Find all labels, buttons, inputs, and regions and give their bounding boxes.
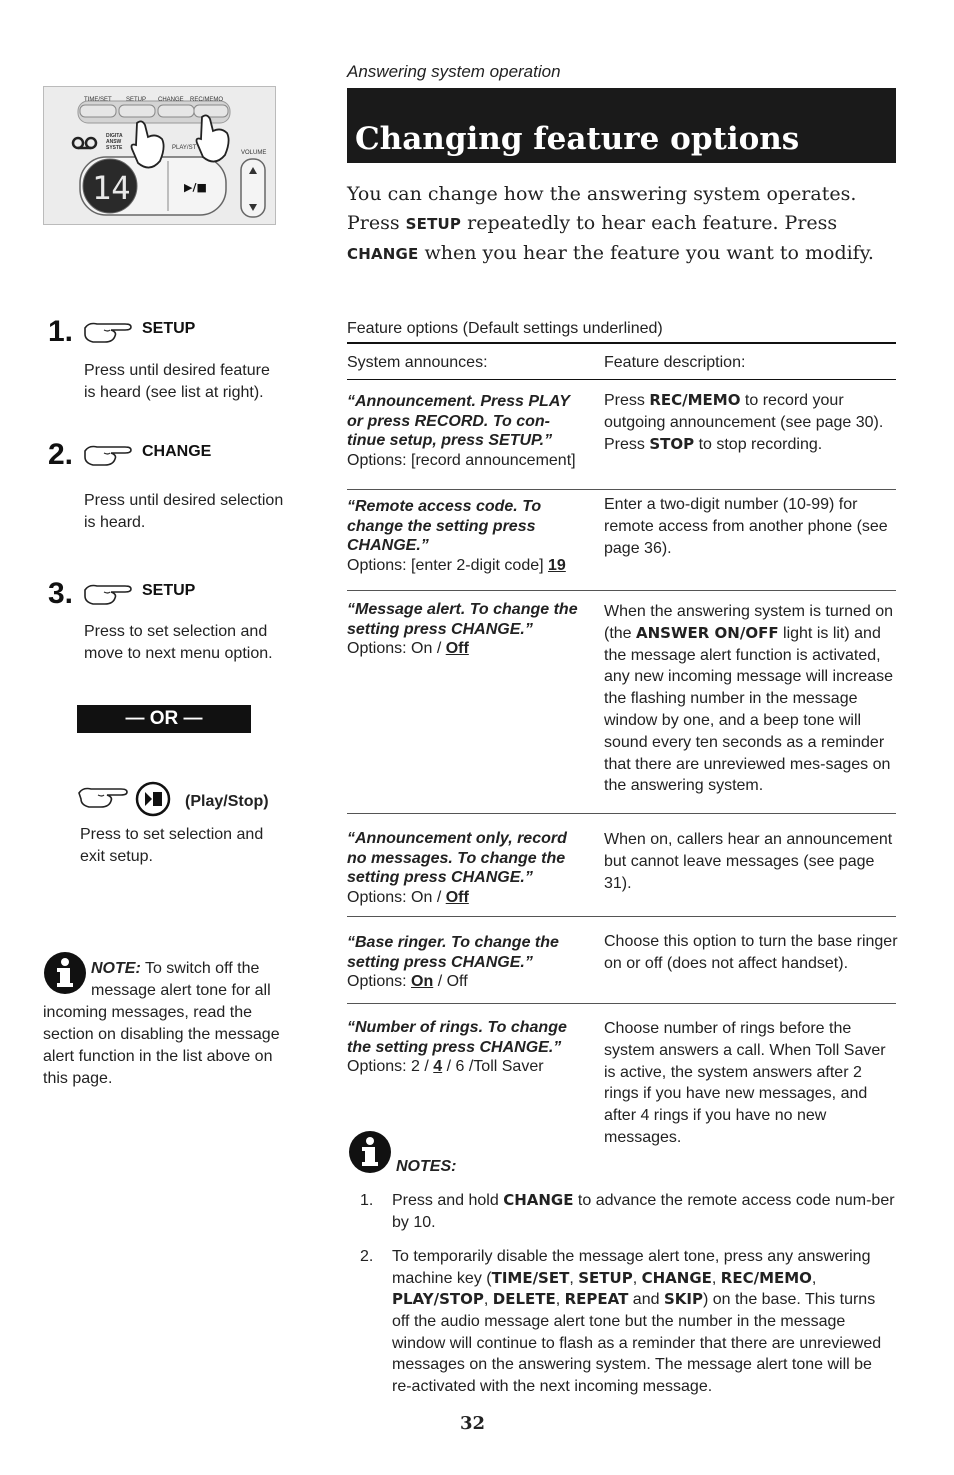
device-illustration [43, 86, 276, 225]
options-suffix: / 6 /Toll Saver [442, 1058, 544, 1075]
device-display: 14 [92, 169, 131, 207]
options-default: 4 [433, 1058, 443, 1075]
step-description: Press until desired selection is heard. [84, 492, 284, 531]
note-text: , [811, 1269, 817, 1287]
notes-heading: NOTES: [396, 1158, 457, 1175]
device-button-label: CHANGE [158, 97, 184, 103]
intro-paragraph [347, 180, 907, 269]
device-button-label: REC/MEMO [190, 97, 223, 103]
note-key: TIME/SET [491, 1268, 570, 1287]
note-key: REPEAT [564, 1290, 629, 1309]
note-left [43, 958, 283, 1090]
announcement-cell [347, 392, 587, 470]
description-cell [604, 1018, 899, 1149]
note-number: 1. [360, 1192, 374, 1209]
options-suffix: / Off [433, 973, 468, 990]
options-text [347, 888, 587, 908]
announcement-cell [347, 829, 587, 907]
or-divider: — OR — [77, 705, 251, 733]
step-number: 1. [48, 315, 74, 348]
options-text [347, 1057, 587, 1077]
device-button-label: SETUP [126, 97, 147, 103]
table-row [347, 1004, 896, 1146]
desc-text: When on, callers hear an announcement but cannot leave messages (see page 31). [604, 831, 893, 892]
step-key-setup: SETUP [142, 582, 196, 599]
device-brand: SYSTE [106, 145, 123, 151]
desc-text: Press [604, 392, 650, 409]
feature-table [347, 342, 898, 1146]
step-key-setup: SETUP [142, 320, 196, 337]
desc-text: to stop recording. [694, 435, 823, 453]
step-description: Press until desired feature is heard (see list at right). [84, 362, 270, 401]
options-prefix: Options: 2 / [347, 1058, 434, 1075]
desc-text: light is lit) and the message alert function is activated, any new incoming message will increase the flashing number in the message window by one, and a beep tone will sound every ten seconds as a reminder that there are unreviewed mes-sages on the answering system. [604, 624, 894, 795]
note-text: , [632, 1269, 642, 1287]
desc-text: Enter a two-digit number (10-99) for remote access from another phone (see page 36). [604, 496, 888, 557]
description-cell [604, 601, 899, 797]
note-text: , [569, 1269, 579, 1287]
note-text: ) on the base. This turns off the audio message alert tone but the number in the message window will continue to flash as a reminder that there are unreviewed messages on the answering system. The message alert tone will be re-activated with the next incoming message. [392, 1291, 882, 1395]
description-cell [604, 390, 899, 455]
note-item [360, 1190, 895, 1233]
play-stop-label: (Play/Stop) [185, 793, 269, 810]
intro-text: You can change how the answering system operates. Press [347, 183, 857, 234]
announcement-cell [347, 497, 587, 575]
notes-list [360, 1190, 895, 1410]
info-icon [348, 1130, 392, 1179]
options-prefix: Options: [enter 2-digit code] [347, 556, 548, 574]
note-key: PLAY/STOP [392, 1290, 484, 1309]
step-description: Press to set selection and exit setup. [80, 826, 264, 865]
table-row [347, 490, 896, 591]
note-text: , [483, 1291, 493, 1309]
table-row [347, 591, 896, 814]
device-brand: DIGITA [106, 133, 123, 139]
step-key-change: CHANGE [142, 443, 212, 460]
options-prefix: Options: [record announcement] [347, 451, 576, 469]
title-bar [347, 88, 896, 163]
note-key: CHANGE [641, 1268, 712, 1287]
step-number: 2. [48, 438, 74, 471]
desc-text: When the answering system is turned on (the [604, 603, 894, 642]
device-brand: ANSW [106, 139, 122, 145]
page-title: Changing feature options [355, 121, 800, 157]
note-text: , [555, 1291, 565, 1309]
intro-key-setup: SETUP [405, 215, 462, 233]
announcement-text: “Number of rings. To change the setting press CHANGE.” [347, 1019, 567, 1056]
table-row [347, 917, 896, 1004]
intro-text: repeatedly to hear each feature. Press [461, 212, 838, 234]
desc-text: Choose number of rings before the system answers a call. When Toll Saver is active, the system answers after 2 rings if you have new messages, and after 4 rings if you have no new messages. [604, 1020, 886, 1146]
step-number: 3. [48, 577, 74, 610]
announcement-text: “Message alert. To change the setting press CHANGE.” [347, 601, 578, 638]
options-text [347, 639, 587, 659]
section-label: Answering system operation [347, 62, 561, 81]
device-button-label: TIME/SET [84, 97, 112, 103]
description-cell [604, 931, 899, 975]
announcement-text: “Announcement only, record no messages. To change the setting press CHANGE.” [347, 830, 567, 886]
announcement-text: “Announcement. Press PLAY or press RECORD. To con-tinue setup, press SETUP.” [347, 393, 570, 449]
note-text: To switch off the message alert tone for all incoming messages, read the section on disabling the message alert function in the list above on this page. [43, 960, 280, 1087]
table-header [347, 342, 896, 380]
play-stop-icon [135, 781, 171, 822]
device-volume-label: VOLUME [241, 150, 267, 156]
note-lead: NOTE: [91, 960, 141, 977]
announcement-text: “Base ringer. To change the setting press CHANGE.” [347, 934, 559, 971]
intro-text: when you hear the feature you want to modify. [418, 242, 874, 264]
note-text: and [628, 1291, 664, 1309]
announcement-text: “Remote access code. To change the setting press CHANGE.” [347, 498, 542, 554]
note-text: Press and hold [392, 1192, 504, 1209]
page-number: 32 [460, 1413, 486, 1434]
options-text [347, 972, 587, 992]
announcement-cell [347, 933, 587, 992]
pointing-finger-icon [76, 783, 132, 818]
column-header: Feature description: [604, 354, 746, 371]
desc-key: STOP [649, 434, 695, 453]
column-header: System announces: [347, 354, 488, 371]
note-number: 2. [360, 1248, 374, 1266]
note-text: , [711, 1269, 721, 1287]
pointing-finger-icon [82, 318, 136, 351]
table-caption: Feature options (Default settings underlined) [347, 320, 663, 337]
play-stop-symbol: ▶/■ [184, 181, 207, 194]
options-prefix: Options: On / [347, 888, 446, 906]
device-play-label: PLAY/ST [172, 145, 197, 151]
announcement-cell [347, 1018, 587, 1077]
desc-key: ANSWER ON/OFF [636, 623, 779, 642]
note-key: SKIP [663, 1290, 703, 1309]
table-row [347, 814, 896, 917]
options-default: Off [445, 640, 469, 657]
options-prefix: Options: [347, 973, 412, 990]
options-default: 19 [548, 556, 566, 574]
note-key: CHANGE [503, 1191, 574, 1209]
intro-key-change: CHANGE [347, 245, 419, 263]
options-text [347, 451, 587, 471]
options-default: On [411, 973, 434, 990]
pointing-finger-icon [82, 580, 136, 613]
pointing-finger-icon [82, 441, 136, 474]
note-item [360, 1246, 895, 1397]
desc-text: Choose this option to turn the base ringer on or off (does not affect handset). [604, 933, 898, 972]
options-prefix: Options: On / [347, 640, 446, 657]
options-text [347, 556, 587, 576]
announcement-cell [347, 600, 587, 659]
table-row [347, 378, 896, 490]
desc-text: to record your outgoing announcement (see page 30). Press [604, 392, 884, 453]
note-text: To temporarily disable the message alert tone, press any answering machine key ( [392, 1248, 871, 1287]
desc-key: REC/MEMO [649, 391, 741, 409]
description-cell [604, 494, 899, 559]
note-key: SETUP [578, 1268, 633, 1287]
note-key: DELETE [492, 1290, 556, 1309]
options-default: Off [445, 888, 469, 906]
note-key: REC/MEMO [720, 1268, 812, 1287]
note-text: to advance the remote access code num-ber by 10. [392, 1192, 895, 1231]
description-cell [604, 829, 899, 894]
step-description: Press to set selection and move to next menu option. [84, 623, 273, 662]
